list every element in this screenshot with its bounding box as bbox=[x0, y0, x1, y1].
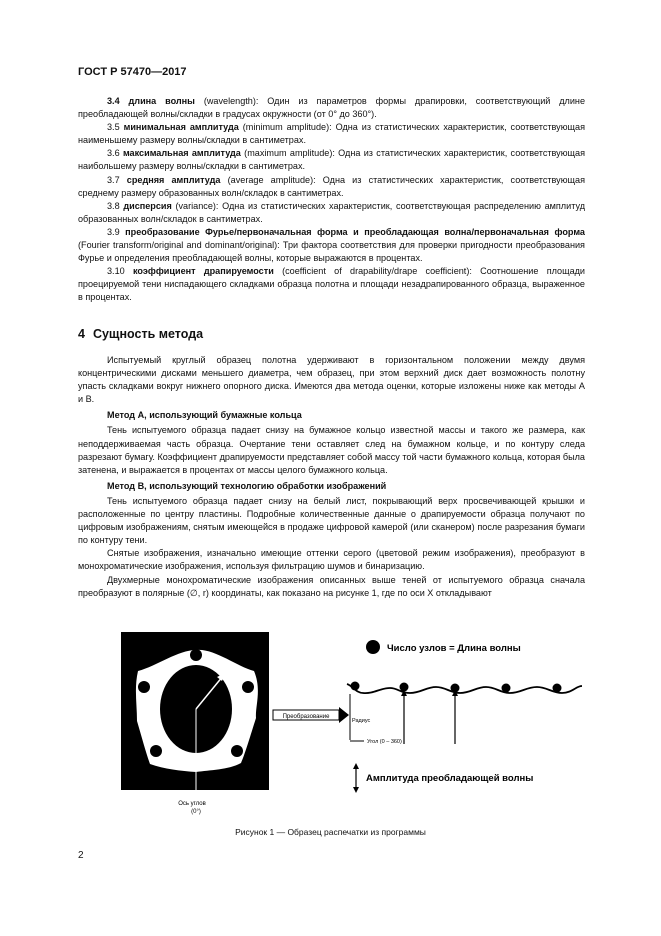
dominant-wave-curve bbox=[347, 684, 582, 693]
definition-english: (Fourier transform/original and dominant/original): bbox=[78, 240, 280, 251]
definition-term: коэффициент драпируемости bbox=[133, 266, 274, 277]
definition-number: 3.7 bbox=[107, 174, 120, 185]
node-dot bbox=[242, 681, 254, 693]
definition-english: (minimum amplitude): bbox=[242, 122, 332, 133]
definition-english: (average amplitude): bbox=[227, 174, 316, 185]
node-dot bbox=[231, 745, 243, 757]
definition-term: дисперсия bbox=[123, 200, 172, 211]
page-number: 2 bbox=[78, 850, 84, 861]
definition-text: Одна из статистических характеристик, соответствующая среднему размеру образованных волн/складок в сантиметрах. bbox=[78, 174, 585, 198]
transform-label: Преобразование bbox=[282, 714, 330, 720]
method-b-title: Метод B, использующий технологию обработки изображений bbox=[107, 480, 387, 491]
method-b-paragraph-3: Двухмерные монохроматические изображения описанных выше теней от испытуемого образца сначала преобразуют в полярные (∅, r) координаты, как показано на рисунке 1, где по оси X откладывают bbox=[78, 574, 585, 598]
amplitude-icon-arrow-down bbox=[353, 787, 359, 793]
definition-english: (coefficient of drapability/drape coefficient): bbox=[282, 266, 472, 277]
definition-number: 3.5 bbox=[107, 122, 120, 133]
method-a-title: Метод A, использующий бумажные кольца bbox=[107, 410, 302, 421]
section-number: 4 bbox=[78, 327, 85, 341]
node-dot bbox=[138, 681, 150, 693]
method-a-text: Тень испытуемого образца падает снизу на бумажное кольцо известной массы и такого же размера, как неподдерживаемая часть образца. Очертание тени оставляет след на бумажном кольце, и по контуру следа разрезают бумагу. Коэффициент драпируемости представляет собой массу той части бумажного кольца, которая была затенена, и выражается в процентах от массы целого бумажного кольца. bbox=[78, 425, 585, 475]
amplitude-icon-arrow-up bbox=[353, 763, 359, 769]
wave-node-dot bbox=[502, 684, 511, 693]
node-dot bbox=[150, 745, 162, 757]
definition-term: преобразование Фурье/первоначальная форма и преобладающая волна/первоначальная форма bbox=[125, 226, 585, 237]
definition-term: длина волны bbox=[128, 96, 195, 106]
definition-number: 3.8 bbox=[107, 200, 120, 211]
definition-text: Одна из статистических характеристик, соответствующая наименьшему размеру волны/складки в сантиметрах. bbox=[78, 122, 586, 146]
amplitude-label: Амплитуда преобладающей волны bbox=[366, 773, 534, 784]
angle-axis-zero-label: (0°) bbox=[191, 809, 201, 815]
definition-term: максимальная амплитуда bbox=[122, 148, 241, 159]
definition-number: 3.6 bbox=[107, 148, 120, 159]
definition-number: 3.4 bbox=[107, 96, 120, 106]
section-intro: Испытуемый круглый образец полотна удерживают в горизонтальном положении между двумя концентрическими дисками меньшего диаметра, чем образец, при этом верхний диск дает возможность полотну упасть складками вокруг нижнего опорного диска. Имеются два метода оценки, которые изложены ниже как методы A и B. bbox=[78, 355, 585, 405]
method-b-paragraph-1: Тень испытуемого образца падает снизу на белый лист, покрывающий верх просвечивающей крышки и расположенные по центру пластины. Подробные количественные данные о драпируемости образца получают по цифровым изображениям, снятым имеющейся в продаже цифровой камерой (или сканером) после разрезания бумаги по контуру тени. bbox=[78, 495, 585, 546]
wave-node-dot bbox=[553, 684, 562, 693]
radius-label: Радиус bbox=[352, 718, 371, 724]
wave-node-dot bbox=[351, 682, 360, 691]
angle-axis-label: Ось углов bbox=[178, 801, 206, 807]
definition-number: 3.10 bbox=[107, 266, 125, 277]
legend-nodes-label: Число узлов = Длина волны bbox=[387, 643, 521, 654]
figure-caption: Рисунок 1 — Образец распечатки из программы bbox=[235, 827, 426, 837]
transform-arrowhead bbox=[339, 707, 349, 723]
definition-term: средняя амплитуда bbox=[126, 174, 221, 185]
definition-term: минимальная амплитуда bbox=[123, 122, 239, 133]
definition-number: 3.9 bbox=[107, 226, 120, 237]
definition-text: Соотношение площади проецируемой тени ниспадающего складками образца полотна и площади незадрапированного образца, выраженное в процентах. bbox=[78, 266, 586, 303]
section-title: Сущность метода bbox=[92, 327, 204, 341]
definition-text: Одна из статистических характеристик, соответствующая наибольшему размеру волны/складки в сантиметрах. bbox=[78, 148, 586, 172]
legend-node-icon bbox=[366, 640, 380, 654]
document-header: ГОСТ Р 57470—2017 bbox=[78, 66, 187, 78]
node-dot bbox=[190, 649, 202, 661]
definition-english: (maximum amplitude): bbox=[244, 148, 335, 159]
method-b-paragraph-2: Снятые изображения, изначально имеющие оттенки серого (цветовой режим изображения), преобразуют в монохроматические изображения, используя фильтрацию шумов и бинаризацию. bbox=[78, 548, 585, 572]
definition-text: Один из параметров формы драпировки, соответствующий длине преобладающей волны/складки в градусах окружности (от 0° до 360°). bbox=[78, 96, 585, 120]
definition-text: Одна из статистических характеристик, соответствующая распределению амплитуд образованных волн/складок в сантиметрах. bbox=[78, 200, 586, 224]
definition-text: Три фактора соответствия для проверки пригодности преобразования Фурье и определения преобладающей волны, которые выражаются в процентах. bbox=[78, 240, 585, 264]
definition-english: (wavelength): bbox=[203, 96, 259, 106]
definition-english: (variance): bbox=[175, 200, 219, 211]
angle-label: Угол (0 – 360) bbox=[367, 739, 402, 745]
